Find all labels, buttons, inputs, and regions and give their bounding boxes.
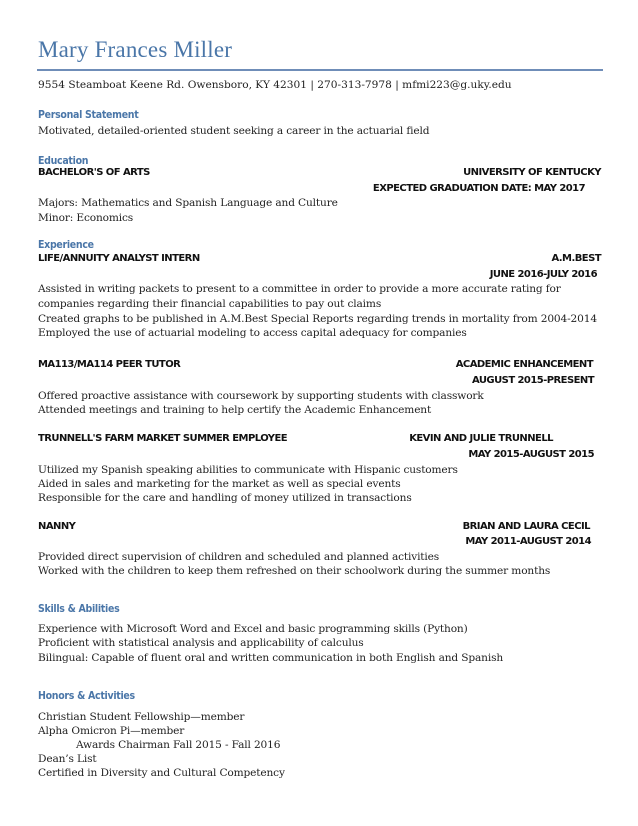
job-org: KEVIN AND JULIE TRUNNELL (409, 433, 553, 444)
job-bullet: Provided direct supervision of children and scheduled and planned activities (38, 551, 440, 563)
job-bullet: Responsible for the care and handling of money utilized in transactions (38, 492, 412, 504)
school: UNIVERSITY OF KENTUCKY (463, 167, 601, 178)
job-dates: AUGUST 2015-PRESENT (471, 375, 594, 386)
job-org: A.M.BEST (551, 253, 601, 264)
honors-heading: Honors & Activities (38, 690, 135, 702)
job-org: ACADEMIC ENHANCEMENT (455, 359, 593, 370)
skill-item: Experience with Microsoft Word and Excel and basic programming skills (Python) (38, 623, 468, 635)
personal-heading: Personal Statement (38, 109, 139, 121)
job-dates: MAY 2011-AUGUST 2014 (465, 536, 591, 547)
skill-item: Bilingual: Capable of fluent oral and written communication in both English and Spanish (38, 652, 504, 664)
minor: Minor: Economics (38, 212, 134, 224)
degree: BACHELOR'S OF ARTS (38, 167, 150, 178)
honor-item: Awards Chairman Fall 2015 - Fall 2016 (76, 739, 281, 751)
job-title: MA113/MA114 PEER TUTOR (38, 359, 181, 370)
honor-item: Dean’s List (38, 753, 97, 765)
job-dates: JUNE 2016-JULY 2016 (489, 269, 597, 280)
job-bullet: Aided in sales and marketing for the market as well as special events (38, 478, 401, 490)
job-org: BRIAN AND LAURA CECIL (462, 521, 590, 532)
job-dates: MAY 2015-AUGUST 2015 (468, 449, 594, 460)
honor-item: Alpha Omicron Pi—member (38, 725, 185, 737)
job-title: LIFE/ANNUITY ANALYST INTERN (38, 253, 200, 264)
job-bullet: companies regarding their financial capabilities to pay out claims (38, 298, 382, 310)
personal-text: Motivated, detailed-oriented student seeking a career in the actuarial field (38, 125, 430, 137)
skills-heading: Skills & Abilities (38, 603, 120, 615)
job-bullet: Assisted in writing packets to present to a committee in order to provide a more accurate rating for (38, 283, 561, 295)
job-bullet: Worked with the children to keep them refreshed on their schoolwork during the summer months (38, 565, 551, 577)
job-bullet: Employed the use of actuarial modeling to access capital adequacy for companies (38, 327, 467, 339)
job-bullet: Offered proactive assistance with coursework by supporting students with classwork (38, 390, 484, 402)
majors: Majors: Mathematics and Spanish Language and Culture (38, 197, 338, 209)
honor-item: Christian Student Fellowship—member (38, 711, 245, 723)
resume-name: Mary Frances Miller (38, 37, 233, 62)
honor-item: Certified in Diversity and Cultural Competency (38, 767, 285, 779)
job-bullet: Utilized my Spanish speaking abilities to communicate with Hispanic customers (38, 464, 458, 476)
job-bullet: Attended meetings and training to help certify the Academic Enhancement (38, 404, 432, 416)
experience-heading: Experience (38, 239, 94, 251)
education-heading: Education (38, 155, 89, 167)
graduation-date: EXPECTED GRADUATION DATE: MAY 2017 (372, 183, 585, 194)
skill-item: Proficient with statistical analysis and applicability of calculus (38, 637, 364, 649)
header-rule (37, 69, 603, 71)
job-title: TRUNNELL'S FARM MARKET SUMMER EMPLOYEE (38, 433, 288, 444)
contact-line: 9554 Steamboat Keene Rd. Owensboro, KY 42301 | 270-313-7978 | mfmi223@g.uky.edu (38, 79, 512, 91)
job-bullet: Created graphs to be published in A.M.Best Special Reports regarding trends in mortality from 2004-2014 (38, 313, 597, 325)
job-title: NANNY (38, 521, 76, 532)
